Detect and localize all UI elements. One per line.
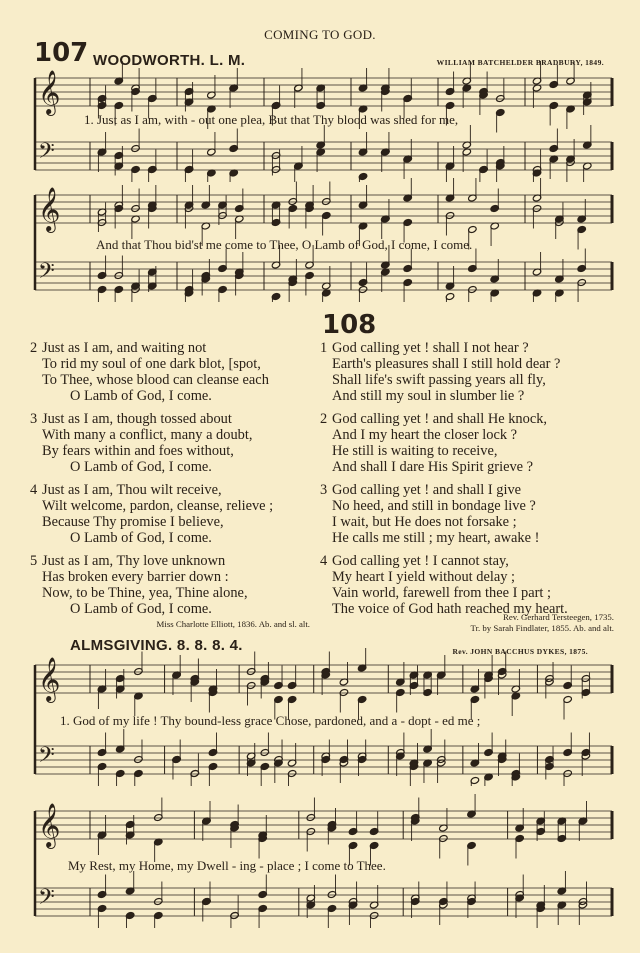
- verse-line: Has broken every barrier down :: [42, 569, 229, 585]
- verse-line: Earth's pleasures shall I still hold dear ?: [332, 356, 561, 372]
- treble-clef: 𝄞: [38, 187, 61, 231]
- treble-clef: 𝄞: [38, 657, 61, 701]
- verse-line: And I my heart the closer lock ?: [332, 427, 518, 443]
- verse-number: 2: [320, 411, 328, 427]
- lyrics-line: My Rest, my Home, my Dwell - ing - place ; I come to Thee.: [68, 858, 386, 873]
- verse-text: Just as I am, Thou wilt receive,: [42, 482, 222, 498]
- verse-line: Because Thy promise I believe,: [42, 514, 224, 530]
- bass-clef: 𝄢: [38, 885, 55, 915]
- verse-line: The voice of God hath reached my heart.: [332, 601, 568, 617]
- verse-text: Just as I am, though tossed about: [42, 411, 232, 427]
- lyrics-line: And that Thou bid'st me come to Thee, O Lamb of God, I come, I come.: [96, 237, 473, 252]
- verse-number: 4: [320, 553, 328, 569]
- treble-clef: 𝄞: [38, 803, 61, 847]
- verse-line: Shall life's swift passing years all fly,: [332, 372, 546, 388]
- verse-text: God calling yet ! I cannot stay,: [332, 553, 509, 569]
- verse-line: Wilt welcome, pardon, cleanse, relieve ;: [42, 498, 274, 514]
- verse-line: And still my soul in slumber lie ?: [332, 388, 525, 404]
- verse-line: He still is waiting to receive,: [332, 443, 498, 459]
- lyrics-line: 1. God of my life ! Thy bound-less grace Chose, pardoned, and a - dopt - ed me ;: [60, 713, 481, 728]
- verse-line: To Thee, whose blood can cleanse each: [42, 372, 269, 388]
- tune-name-almsgiving: ALMSGIVING. 8. 8. 8. 4.: [70, 637, 243, 654]
- bass-clef: 𝄢: [38, 139, 55, 169]
- lyrics-line: 1. Just as I am, with - out one plea, But that Thy blood was shed for me,: [84, 112, 459, 127]
- verse-line: Vain world, farewell from thee I part ;: [332, 585, 551, 601]
- verse-number: 4: [30, 482, 38, 498]
- verse-line: No heed, and still in bondage live ?: [332, 498, 536, 514]
- verse-text: God calling yet ! and shall He knock,: [332, 411, 548, 427]
- verse-line: He calls me still ; my heart, awake !: [332, 530, 540, 546]
- verse-line: To rid my soul of one dark blot, [spot,: [42, 356, 261, 372]
- composer-credit: Rev. JOHN BACCHUS DYKES, 1875.: [452, 647, 588, 656]
- verse-text: Just as I am, and waiting not: [42, 340, 207, 356]
- verse-number: 3: [30, 411, 38, 427]
- verse-line: O Lamb of God, I come.: [70, 459, 212, 475]
- translator-credit: Tr. by Sarah Findlater, 1855. Ab. and alt.: [470, 623, 614, 633]
- hymn-number-107: 107: [34, 38, 89, 68]
- verse-number: 1: [320, 340, 328, 356]
- verse-line: By fears within and foes without,: [42, 443, 234, 459]
- treble-clef: 𝄞: [38, 70, 61, 114]
- verse-text: Just as I am, Thy love unknown: [42, 553, 226, 569]
- verse-text: God calling yet ! and shall I give: [332, 482, 522, 498]
- author-credit: Miss Charlotte Elliott, 1836. Ab. and sl. alt.: [156, 619, 310, 629]
- bass-clef: 𝄢: [38, 259, 55, 289]
- verse-line: With many a conflict, many a doubt,: [42, 427, 253, 443]
- verse-line: O Lamb of God, I come.: [70, 388, 212, 404]
- verse-line: My heart I yield without delay ;: [332, 569, 516, 585]
- verse-line: I wait, but He does not forsake ;: [332, 514, 517, 530]
- author-credit: Rev. Gerhard Tersteegen, 1735.: [502, 612, 614, 622]
- composer-credit: WILLIAM BATCHELDER BRADBURY, 1849.: [436, 58, 604, 67]
- verse-text: God calling yet ! shall I not hear ?: [332, 340, 529, 356]
- verse-line: Now, to be Thine, yea, Thine alone,: [42, 585, 248, 601]
- verse-number: 5: [30, 553, 38, 569]
- running-head: COMING TO GOD.: [264, 27, 376, 42]
- verse-line: O Lamb of God, I come.: [70, 601, 212, 617]
- verse-line: O Lamb of God, I come.: [70, 530, 212, 546]
- hymn-number-108: 108: [322, 310, 377, 340]
- verse-number: 3: [320, 482, 328, 498]
- bass-clef: 𝄢: [38, 743, 55, 773]
- verse-line: And shall I dare His Spirit grieve ?: [332, 459, 534, 475]
- verse-number: 2: [30, 340, 38, 356]
- tune-name-woodworth: WOODWORTH. L. M.: [93, 52, 246, 69]
